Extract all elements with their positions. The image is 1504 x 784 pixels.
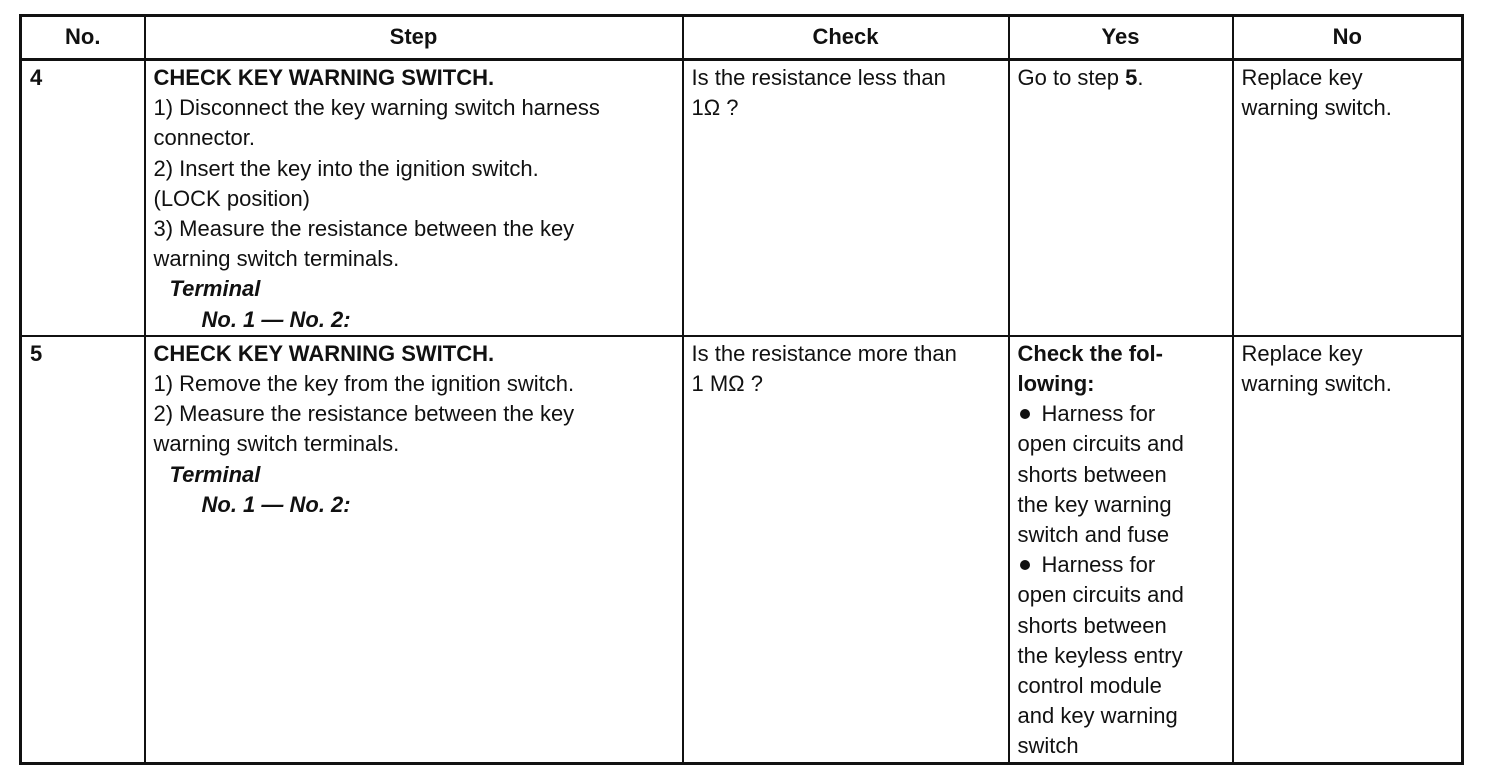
table-row bbox=[21, 60, 1463, 336]
yes-suffix: . bbox=[1137, 65, 1144, 90]
check-line: Is the resistance more than bbox=[691, 340, 957, 366]
check-cell bbox=[683, 336, 1009, 763]
yes-cell bbox=[1009, 60, 1233, 336]
bullet-line: and key warning bbox=[1017, 703, 1178, 729]
diagnosis-table bbox=[19, 14, 1464, 765]
check-line: 1Ω ? bbox=[691, 95, 739, 121]
bullet-line: the keyless entry bbox=[1017, 642, 1183, 668]
bullet-line: open circuits and bbox=[1017, 582, 1184, 608]
step-line: warning switch terminals. bbox=[153, 431, 400, 457]
bullet-icon bbox=[1020, 560, 1030, 570]
no-line: Replace key bbox=[1241, 340, 1363, 366]
no-cell bbox=[1233, 336, 1463, 763]
step-cell bbox=[145, 336, 683, 763]
step-line: 2) Measure the resistance between the key bbox=[153, 401, 575, 427]
bullet-line: shorts between bbox=[1017, 461, 1167, 487]
bullet-line: Harness for bbox=[1041, 552, 1156, 578]
step-cell bbox=[145, 60, 683, 336]
step-line: 2) Insert the key into the ignition switch. bbox=[153, 155, 539, 181]
table-row bbox=[21, 336, 1463, 763]
header-no: No. bbox=[21, 16, 145, 60]
bullet-line: switch and fuse bbox=[1017, 522, 1170, 548]
bullet-item bbox=[1018, 550, 1224, 580]
no-line: warning switch. bbox=[1241, 95, 1392, 121]
terminal-pair: No. 1 — No. 2: bbox=[201, 491, 351, 517]
step-title: CHECK KEY WARNING SWITCH. bbox=[153, 65, 495, 90]
yes-text: Go to step bbox=[1017, 65, 1126, 90]
header-row bbox=[21, 16, 1463, 60]
no-cell bbox=[1233, 60, 1463, 336]
step-line: warning switch terminals. bbox=[153, 246, 400, 272]
terminal-pair: No. 1 — No. 2: bbox=[201, 306, 351, 332]
check-line: Is the resistance less than bbox=[691, 65, 946, 90]
yes-step-ref: 5 bbox=[1125, 65, 1138, 90]
terminal-label: Terminal bbox=[169, 461, 261, 487]
check-cell bbox=[683, 60, 1009, 336]
bullet-line: the key warning bbox=[1017, 491, 1172, 517]
step-line: (LOCK position) bbox=[153, 185, 311, 211]
step-title: CHECK KEY WARNING SWITCH. bbox=[153, 340, 495, 366]
yes-title-line: Check the fol- bbox=[1017, 340, 1163, 366]
no-line: Replace key bbox=[1241, 65, 1363, 90]
step-line: 3) Measure the resistance between the key bbox=[153, 216, 575, 242]
bullet-line: open circuits and bbox=[1017, 431, 1184, 457]
terminal-label: Terminal bbox=[169, 276, 261, 302]
check-line: 1 MΩ ? bbox=[691, 371, 763, 397]
yes-cell bbox=[1009, 336, 1233, 763]
step-line: connector. bbox=[153, 125, 256, 151]
bullet-icon bbox=[1020, 409, 1030, 419]
step-line: 1) Remove the key from the ignition switch. bbox=[153, 371, 575, 397]
no-line: warning switch. bbox=[1241, 371, 1392, 397]
header-step: Step bbox=[145, 16, 683, 60]
bullet-line: switch bbox=[1017, 733, 1079, 759]
step-number: 4 bbox=[21, 60, 145, 336]
bullet-item bbox=[1018, 399, 1224, 429]
step-number: 5 bbox=[21, 336, 145, 763]
header-yes: Yes bbox=[1009, 16, 1233, 60]
bullet-line: shorts between bbox=[1017, 612, 1167, 638]
bullet-line: Harness for bbox=[1041, 401, 1156, 427]
header-no-action: No bbox=[1233, 16, 1463, 60]
step-line: 1) Disconnect the key warning switch harness bbox=[153, 95, 600, 121]
bullet-line: control module bbox=[1017, 673, 1162, 699]
yes-title-line: lowing: bbox=[1017, 371, 1095, 397]
header-check: Check bbox=[683, 16, 1009, 60]
